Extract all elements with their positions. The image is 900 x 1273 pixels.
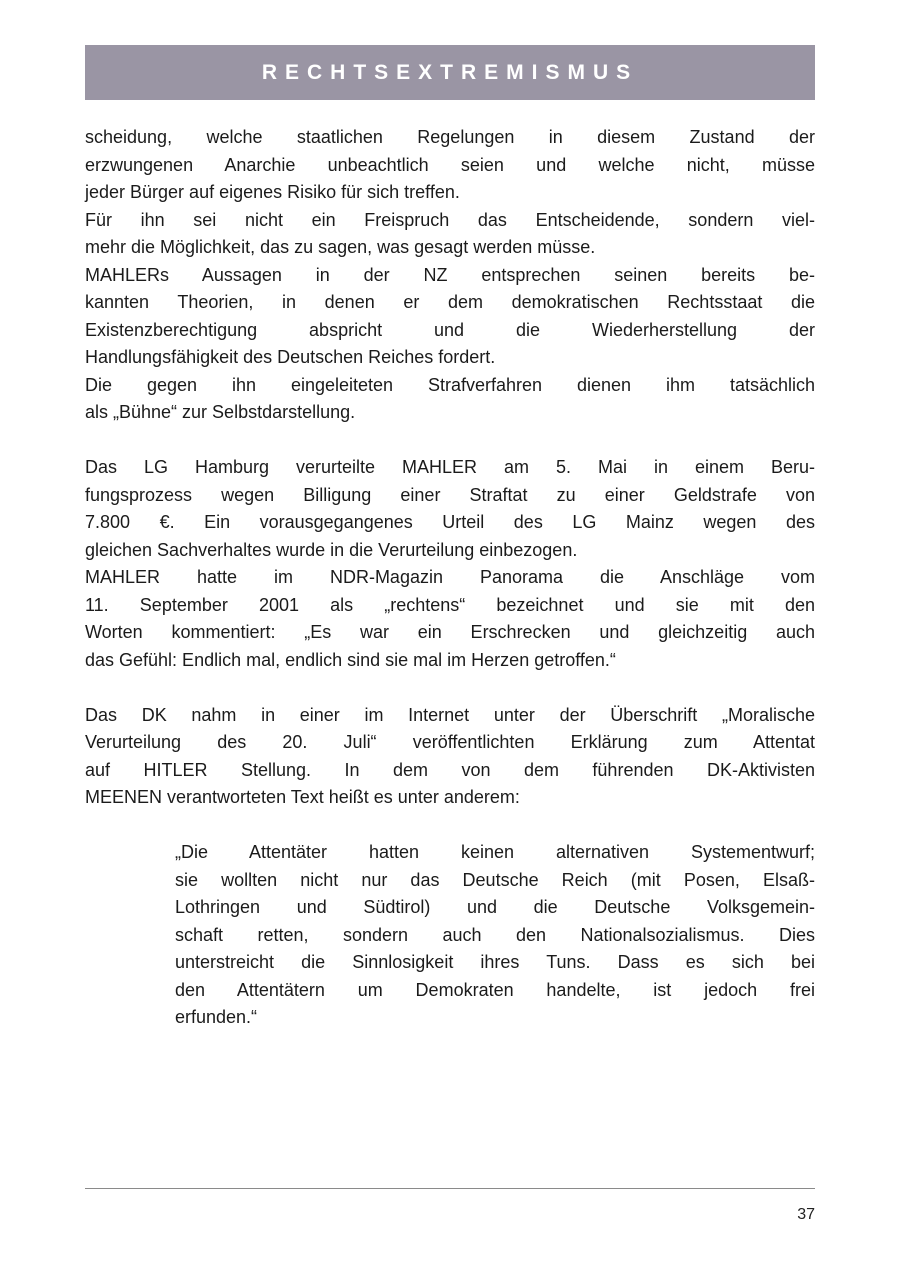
text-line: jeder Bürger auf eigenes Risiko für sich treffen. xyxy=(85,182,460,202)
text-line: Lothringen und Südtirol) und die Deutsche Volksgemein- xyxy=(175,897,815,917)
text-line: Die gegen ihn eingeleiteten Strafverfahren dienen ihm tatsächlich xyxy=(85,374,815,395)
text-line: 11. September 2001 als „rechtens“ bezeichnet und sie mit den xyxy=(85,594,815,615)
text-line: scheidung, welche staatlichen Regelungen in diesem Zustand der xyxy=(85,127,815,147)
text-line: MEENEN verantworteten Text heißt es unter anderem: xyxy=(85,787,520,807)
text-line: fungsprozess wegen Billigung einer Straftat zu einer Geldstrafe von xyxy=(85,484,815,505)
text-line: auf HITLER Stellung. In dem von dem führenden DK-Aktivisten xyxy=(85,759,815,780)
text-line: Verurteilung des 20. Juli“ veröffentlichten Erklärung zum Attentat xyxy=(85,732,815,752)
text-line: erzwungenen Anarchie unbeachtlich seien und welche nicht, müsse xyxy=(85,154,815,175)
section-title: RECHTSEXTREMISMUS xyxy=(261,60,639,84)
paragraph xyxy=(85,372,815,427)
text-line: Handlungsfähigkeit des Deutschen Reiches fordert. xyxy=(85,347,496,367)
paragraph xyxy=(85,262,815,372)
text-line: als „Bühne“ zur Selbstdarstellung. xyxy=(85,402,356,422)
text-line: den Attentätern um Demokraten handelte, ist jedoch frei xyxy=(175,979,815,1000)
text-line: „Die Attentäter hatten keinen alternativen Systementwurf; xyxy=(175,842,815,862)
text-line: MAHLERs Aussagen in der NZ entsprechen seinen bereits be- xyxy=(85,264,815,285)
text-line: 7.800 €. Ein vorausgegangenes Urteil des LG Mainz wegen des xyxy=(85,512,815,532)
text-line: MAHLER hatte im NDR-Magazin Panorama die Anschläge vom xyxy=(85,567,815,587)
text-line: gleichen Sachverhaltes wurde in die Verurteilung einbezogen. xyxy=(85,539,578,560)
text-line: Existenzberechtigung abspricht und die Wiederherstellung der xyxy=(85,319,815,340)
text-line: schaft retten, sondern auch den Nationalsozialismus. Dies xyxy=(175,924,815,945)
body-text xyxy=(85,124,815,1032)
text-line: unterstreicht die Sinnlosigkeit ihres Tuns. Dass es sich bei xyxy=(175,952,815,972)
section-header xyxy=(85,45,815,100)
page-number: 37 xyxy=(797,1206,815,1223)
footer-divider xyxy=(85,1188,815,1189)
block-quote xyxy=(85,839,815,1032)
text-line: kannten Theorien, in denen er dem demokratischen Rechtsstaat die xyxy=(85,292,815,312)
paragraph xyxy=(85,702,815,812)
text-line: Das DK nahm in einer im Internet unter der Überschrift „Moralische xyxy=(85,704,815,725)
text-line: das Gefühl: Endlich mal, endlich sind sie mal im Herzen getroffen.“ xyxy=(85,649,616,670)
text-line: Das LG Hamburg verurteilte MAHLER am 5. Mai in einem Beru- xyxy=(85,457,815,477)
paragraph xyxy=(85,454,815,564)
text-line: Für ihn sei nicht ein Freispruch das Entscheidende, sondern viel- xyxy=(85,209,815,230)
text-line: Worten kommentiert: „Es war ein Erschrecken und gleichzeitig auch xyxy=(85,622,815,642)
paragraph xyxy=(85,124,815,207)
paragraph xyxy=(85,564,815,674)
text-line: erfunden.“ xyxy=(175,1007,258,1027)
text-line: sie wollten nicht nur das Deutsche Reich (mit Posen, Elsaß- xyxy=(175,869,815,890)
paragraph xyxy=(85,207,815,262)
text-line: mehr die Möglichkeit, das zu sagen, was gesagt werden müsse. xyxy=(85,237,596,257)
